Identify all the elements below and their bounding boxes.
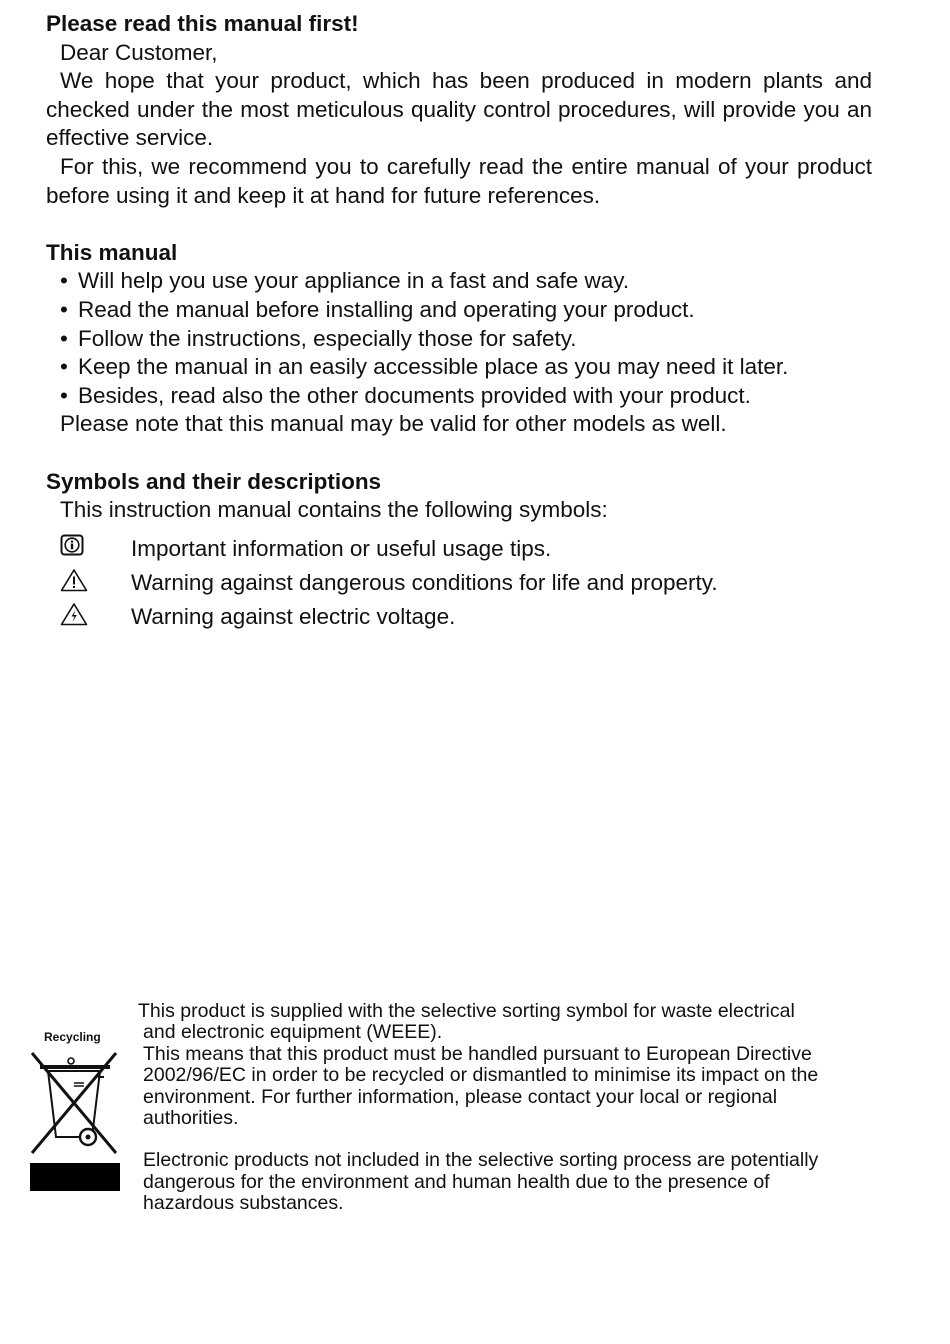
manual-heading: This manual <box>46 239 178 265</box>
electric-warning-icon <box>60 602 86 628</box>
list-item-text: Keep the manual in an easily accessible place as you may need it later. <box>78 354 789 380</box>
info-icon <box>60 534 86 560</box>
recycling-label: Recycling <box>44 1030 101 1044</box>
symbols-intro: This instruction manual contains the following symbols: <box>60 497 608 523</box>
list-item-text: Follow the instructions, especially those for safety. <box>78 325 577 351</box>
list-item: • Will help you use your appliance in a fast and safe way. <box>60 268 630 294</box>
weee-line-1: This product is supplied with the selective sorting symbol for waste electrical <box>138 1000 795 1022</box>
symbol-row-info <box>46 531 872 565</box>
list-item: • Besides, read also the other documents provided with your product. <box>60 382 751 408</box>
list-item-text: Will help you use your appliance in a fast and safe way. <box>78 268 630 294</box>
weee-line-2: and electronic equipment (WEEE). <box>143 1021 443 1044</box>
list-item: • Read the manual before installing and operating your product. <box>60 296 695 322</box>
symbols-heading: Symbols and their descriptions <box>46 468 382 494</box>
weee-black-bar <box>30 1163 120 1191</box>
weee-paragraph-3: Electronic products not included in the selective sorting process are potentially dangerous for the environment and human health due to the presence of hazardous substances. <box>143 1149 819 1215</box>
symbol-row-warning <box>46 565 872 599</box>
list-item: • Keep the manual in an easily accessible place as you may need it later. <box>60 354 789 380</box>
list-item-text: Read the manual before installing and operating your product. <box>78 296 695 322</box>
weee-paragraph-2: This means that this product must be handled pursuant to European Directive 2002/96/EC in order to be recycled or dismantled to minimise its impact on the environment. For further information, please contact your local or regional authorities. <box>143 1042 819 1130</box>
list-item: • Follow the instructions, especially those for safety. <box>60 325 577 351</box>
list-item-text: Besides, read also the other documents provided with your product. <box>78 382 751 408</box>
manual-note: Please note that this manual may be valid for other models as well. <box>60 411 727 437</box>
symbol-electric-text: Warning against electric voltage. <box>131 603 456 629</box>
warning-triangle-icon <box>60 568 86 594</box>
symbol-row-electric <box>46 599 872 633</box>
greeting: Dear Customer, <box>60 39 218 65</box>
page-title: Please read this manual first! <box>46 11 359 36</box>
weee-notice <box>138 1001 848 1215</box>
symbol-warning-text: Warning against dangerous conditions for life and property. <box>131 569 718 595</box>
intro-paragraph-1: We hope that your product, which has been produced in modern plants and checked under the most meticulous quality control procedures, will provide you an effective service. <box>46 68 872 151</box>
crossed-bin-icon <box>28 1043 124 1155</box>
intro-paragraph-2: For this, we recommend you to carefully read the entire manual of your product before using it and keep it at hand for future references. <box>46 153 872 208</box>
symbol-info-text: Important information or useful usage tips. <box>131 535 552 561</box>
manual-intro-section <box>46 10 872 633</box>
